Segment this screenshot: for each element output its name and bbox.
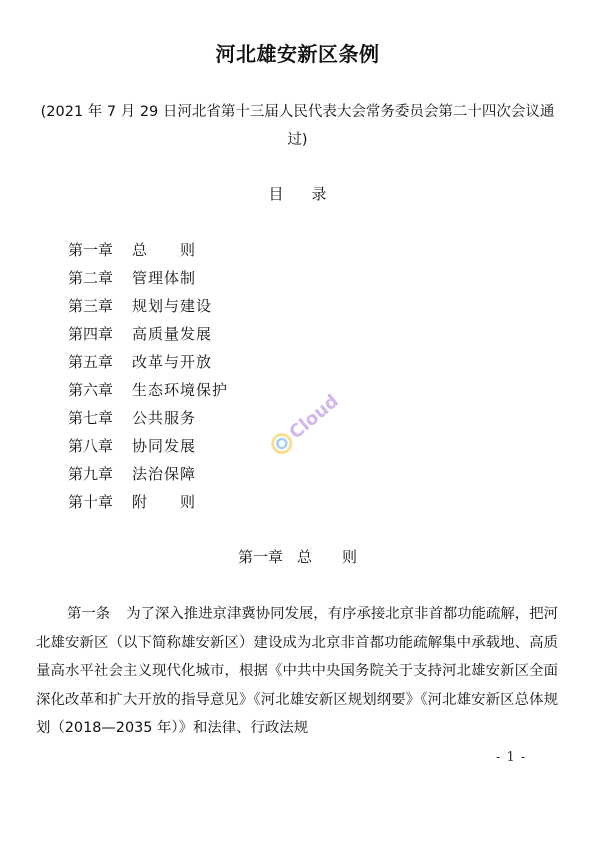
watermark-text: Cloud xyxy=(285,390,343,444)
toc-chapter-title: 生态环境保护 xyxy=(132,381,229,399)
toc-item[interactable] xyxy=(68,236,228,264)
toc-chapter-number: 第四章 xyxy=(68,325,114,343)
toc-item[interactable] xyxy=(68,292,228,320)
toc-item[interactable] xyxy=(68,320,228,348)
toc-chapter-number: 第二章 xyxy=(68,269,114,287)
toc-item[interactable] xyxy=(68,404,228,432)
chapter-title: 总 则 xyxy=(297,548,358,566)
article-number: 第一条 xyxy=(67,606,111,622)
toc-chapter-number: 第九章 xyxy=(68,465,114,483)
cloud-logo-icon xyxy=(254,376,350,472)
chapter-heading xyxy=(0,546,595,567)
toc-chapter-title: 规划与建设 xyxy=(132,297,213,315)
toc-chapter-number: 第五章 xyxy=(68,353,114,371)
toc-chapter-number: 第七章 xyxy=(68,409,114,427)
article-text: 为了深入推进京津冀协同发展，有序承接北京非首都功能疏解，把河北雄安新区（以下简称雄安新区）建设成为北京非首都功能疏解集中承载地、高质量高水平社会主义现代化城市，根据《中共中央国务院关于支持河北雄安新区全面深化改革和扩大开放的指导意见》《河北雄安新区规划纲要》《河北雄安新区总体规划（2018—2035 年）》和法律、行政法规 xyxy=(36,606,558,736)
page-number: - 1 - xyxy=(496,750,527,765)
toc-item[interactable] xyxy=(68,488,228,516)
toc-chapter-title: 公共服务 xyxy=(132,409,197,427)
toc-chapter-title: 法治保障 xyxy=(132,465,197,483)
toc-item[interactable] xyxy=(68,264,228,292)
toc-heading-part-1: 目 xyxy=(268,185,284,203)
table-of-contents xyxy=(68,236,228,516)
toc-heading-part-2: 录 xyxy=(311,185,327,203)
toc-chapter-number: 第八章 xyxy=(68,437,114,455)
toc-item[interactable] xyxy=(68,460,228,488)
toc-chapter-number: 第六章 xyxy=(68,381,114,399)
toc-chapter-title: 附 则 xyxy=(132,493,197,511)
toc-heading xyxy=(0,183,595,204)
toc-chapter-title: 总 则 xyxy=(132,241,197,259)
toc-item[interactable] xyxy=(68,376,228,404)
toc-chapter-title: 管理体制 xyxy=(132,269,197,287)
article-paragraph xyxy=(36,600,558,743)
toc-chapter-number: 第十章 xyxy=(68,493,114,511)
toc-item[interactable] xyxy=(68,432,228,460)
toc-chapter-title: 高质量发展 xyxy=(132,325,213,343)
toc-chapter-number: 第一章 xyxy=(68,241,114,259)
toc-chapter-title: 改革与开放 xyxy=(132,353,213,371)
toc-chapter-title: 协同发展 xyxy=(132,437,197,455)
chapter-number: 第一章 xyxy=(237,548,283,566)
toc-chapter-number: 第三章 xyxy=(68,297,114,315)
document-subtitle: (2021 年 7 月 29 日河北省第十三届人民代表大会常务委员会第二十四次会议通过) xyxy=(40,104,555,148)
document-title: 河北雄安新区条例 xyxy=(215,42,380,66)
toc-item[interactable] xyxy=(68,348,228,376)
